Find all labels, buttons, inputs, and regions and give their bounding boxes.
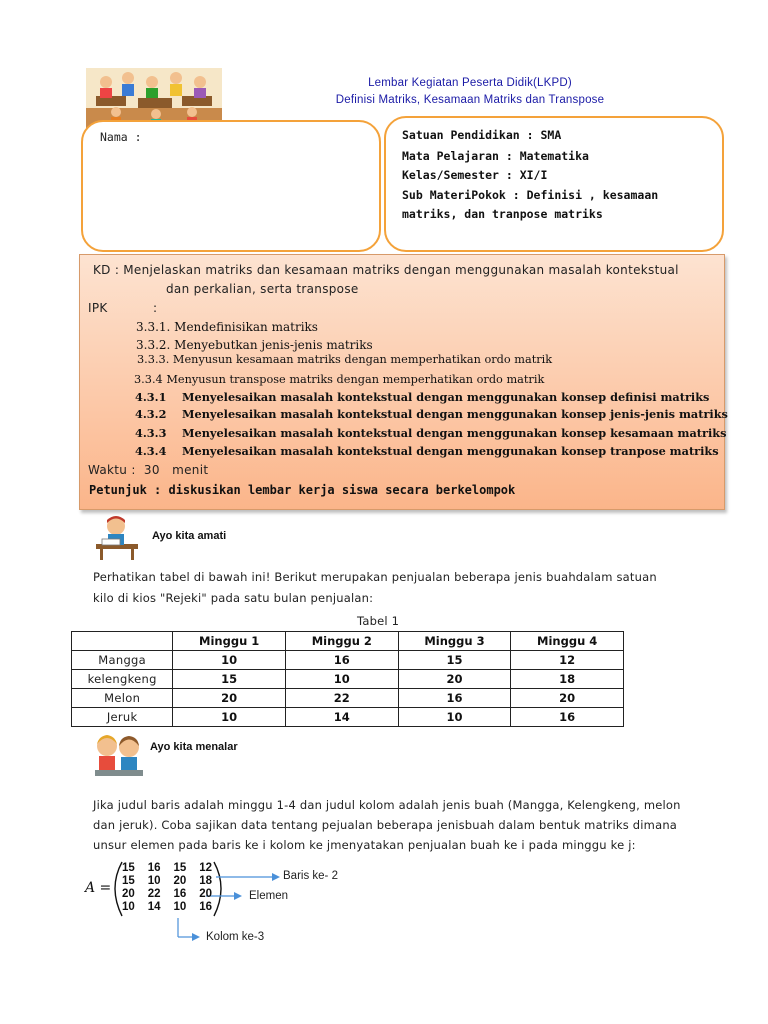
table-row-label: Melon [72, 689, 173, 708]
matrix-cell: 15 [122, 875, 135, 887]
name-label: Nama : [100, 130, 142, 144]
ipk-4-3-1-num: 4.3.1 [135, 390, 167, 404]
matrix-row [122, 901, 212, 914]
matrix-cell: 10 [173, 901, 187, 913]
kids-thinking-icon [91, 732, 147, 780]
table-row [72, 689, 624, 708]
section1-para-line1: Perhatikan tabel di bawah ini! Berikut merupakan penjualan beberapa jenis buahdalam satuan [93, 570, 657, 584]
table-cell: 15 [398, 651, 511, 670]
table-cell: 22 [285, 689, 398, 708]
matrix-body [122, 862, 212, 914]
arrow-elemen-head [234, 892, 242, 900]
classroom-icon [86, 68, 222, 128]
matrix-row [122, 875, 212, 888]
matrix-cell: 22 [147, 888, 161, 900]
table-cell: 16 [511, 708, 624, 727]
table-header-cell: Minggu 4 [511, 632, 624, 651]
left-paren [115, 862, 122, 916]
ayo-kita-amati-title: Ayo kita amati [152, 530, 227, 542]
table-header-cell: Minggu 2 [285, 632, 398, 651]
matrix-cell: 18 [199, 875, 212, 887]
kolom-label: Kolom ke-3 [206, 931, 265, 943]
ipk-colon: : [153, 301, 158, 315]
kd-line2: dan perkalian, serta transpose [166, 282, 359, 296]
classroom-illustration [86, 68, 222, 128]
sales-table [71, 631, 624, 727]
elemen-label: Elemen [249, 890, 288, 902]
table-cell: 14 [285, 708, 398, 727]
table-header-cell: Minggu 3 [398, 632, 511, 651]
matrix-cell: 10 [147, 875, 161, 887]
matrix-cell: 16 [147, 862, 161, 874]
ipk-3-3-1: 3.3.1. Mendefinisikan matriks [136, 320, 318, 334]
table-cell: 12 [511, 651, 624, 670]
table-cell: 16 [285, 651, 398, 670]
ipk-4-3-2-num: 4.3.2 [135, 407, 167, 421]
table-row-label: kelengkeng [72, 670, 173, 689]
info-row-mapel: Mata Pelajaran : Matematika [402, 149, 589, 163]
matrix-cell: 14 [147, 901, 161, 913]
matrix-cell: 20 [122, 888, 135, 900]
matrix-cell: 20 [199, 888, 212, 900]
table-cell: 15 [173, 670, 286, 689]
kids-thinking-illustration [91, 732, 147, 780]
matrix-cell: 16 [173, 888, 187, 900]
table-row-label: Jeruk [72, 708, 173, 727]
ipk-4-3-2-text: Menyelesaikan masalah kontekstual dengan menggunakan konsep jenis-jenis matriks [182, 407, 728, 421]
info-rows [402, 128, 722, 238]
matrix-cell: 16 [199, 901, 212, 913]
lkpd-subtitle: Definisi Matriks, Kesamaan Matriks dan Transpose [335, 94, 605, 106]
table-header-cell [72, 632, 173, 651]
table-cell: 10 [398, 708, 511, 727]
info-row-kelas: Kelas/Semester : XI/I [402, 168, 548, 182]
ipk-4-3-4-num: 4.3.4 [135, 444, 167, 458]
table-row-label: Mangga [72, 651, 173, 670]
info-row-satuan: Satuan Pendidikan : SMA [402, 128, 562, 142]
lkpd-title: Lembar Kegiatan Peserta Didik(LKPD) [368, 77, 572, 89]
info-row-submateri: Sub MateriPokok : Definisi , kesamaan [402, 188, 659, 202]
matrix-row [122, 862, 212, 875]
matrix-label: A = [85, 880, 112, 896]
matrix-cell: 20 [173, 875, 187, 887]
matrix-cell: 10 [122, 901, 135, 913]
matrix-cell: 15 [122, 862, 135, 874]
student-reading-icon [92, 514, 142, 560]
student-reading-illustration [92, 514, 142, 560]
ipk-4-3-3-text: Menyelesaikan masalah kontekstual dengan menggunakan konsep kesamaan matriks [182, 426, 727, 440]
ipk-3-3-3: 3.3.3. Menyusun kesamaan matriks dengan memperhatikan ordo matrik [137, 353, 553, 366]
arrow-baris-head [272, 873, 280, 881]
table-cell: 10 [285, 670, 398, 689]
arrow-kolom-head [192, 933, 200, 941]
ayo-kita-menalar-title: Ayo kita menalar [150, 741, 238, 753]
table-row [72, 651, 624, 670]
matrix-cell: 15 [173, 862, 187, 874]
ipk-3-3-2: 3.3.2. Menyebutkan jenis-jenis matriks [136, 338, 373, 352]
ipk-4-3-4-text: Menyelesaikan masalah kontekstual dengan menggunakan konsep tranpose matriks [182, 444, 719, 458]
table-cell: 10 [173, 651, 286, 670]
baris-label: Baris ke- 2 [283, 870, 338, 882]
section2-para-line2: dan jeruk). Coba sajikan data tentang pejualan beberapa jenisbuah dalam bentuk matriks dimana [93, 818, 678, 832]
table-cell: 10 [173, 708, 286, 727]
info-row-submateri-cont: matriks, dan tranpose matriks [402, 207, 603, 221]
table-cell: 18 [511, 670, 624, 689]
right-paren [214, 862, 221, 916]
table-cell: 20 [511, 689, 624, 708]
matrix-row [122, 888, 212, 901]
table-header-row [72, 632, 624, 651]
table-header-cell: Minggu 1 [173, 632, 286, 651]
ipk-4-3-1-text: Menyelesaikan masalah kontekstual dengan menggunakan konsep definisi matriks [182, 390, 710, 404]
table-cell: 16 [398, 689, 511, 708]
table-row [72, 670, 624, 689]
table-cell: 20 [173, 689, 286, 708]
section2-para-line1: Jika judul baris adalah minggu 1-4 dan judul kolom adalah jenis buah (Mangga, Kelengkeng, melon [93, 798, 681, 812]
section1-para-line2: kilo di kios "Rejeki" pada satu bulan penjualan: [93, 591, 374, 605]
table-caption: Tabel 1 [357, 614, 400, 628]
matrix-cell: 12 [199, 862, 212, 874]
ipk-label: IPK [88, 301, 108, 315]
petunjuk-line: Petunjuk : diskusikan lembar kerja siswa secara berkelompok [89, 483, 516, 497]
kd-line1: KD : Menjelaskan matriks dan kesamaan matriks dengan menggunakan masalah kontekstual [93, 263, 679, 277]
waktu-line: Waktu : 30 menit [88, 463, 209, 477]
section2-para-line3: unsur elemen pada baris ke i kolom ke jmenyatakan penjualan buah ke i pada minggu ke j: [93, 838, 636, 852]
ipk-4-3-3-num: 4.3.3 [135, 426, 167, 440]
table-cell: 20 [398, 670, 511, 689]
ipk-3-3-4: 3.3.4 Menyusun transpose matriks dengan memperhatikan ordo matrik [134, 373, 545, 386]
table-row [72, 708, 624, 727]
